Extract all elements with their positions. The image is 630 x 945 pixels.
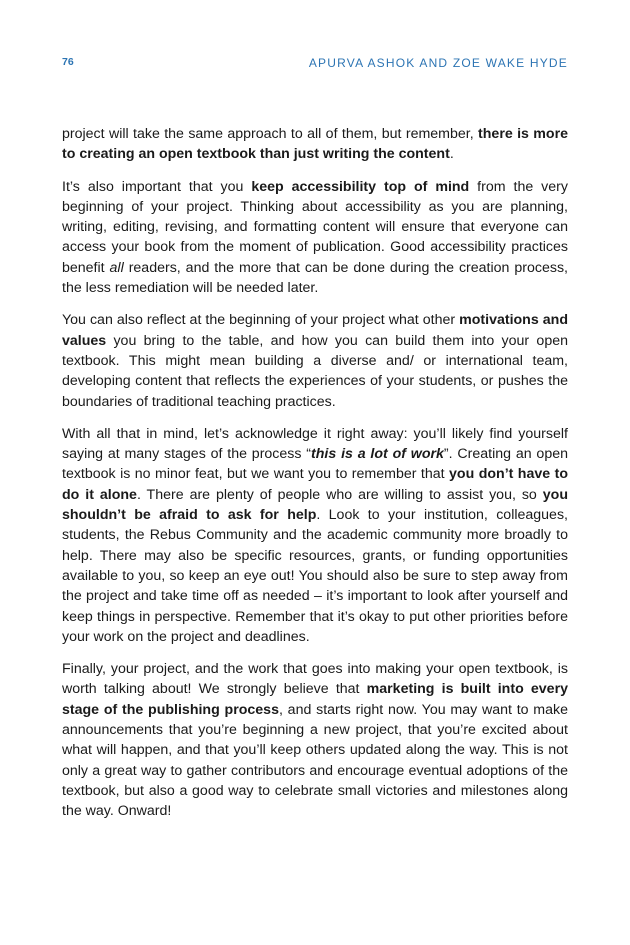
bold-italic-text: this is a lot of work [311,446,444,463]
bold-text: you don’t have to do it alone [62,466,568,503]
paragraph [62,310,568,411]
italic-text: all [109,259,124,276]
text-run: Finally, your project, and the work that goes into making your open textbook, is worth talking about! We strongly believe that [62,661,568,698]
text-run: With all that in mind, let’s acknowledge it right away: you’ll likely find yourself saying at many stages of the process “ [62,425,568,463]
bold-text: motivations and values [62,312,568,349]
text-run: . [449,146,454,163]
text-run: You can also reflect at the beginning of your project what other [62,312,460,329]
text-run: It’s also important that you [62,178,252,195]
paragraph [62,124,568,165]
body-text [62,124,568,834]
text-run: project will take the same approach to all of them, but remember, [62,126,479,142]
text-run: . Look to your institution, colleagues, students, the Rebus Community and the academic community more broadly to help. There may also be specific resources, grants, or funding opportunities available to you, so keep an eye out! You should also be sure to step away from the project and take time off as needed – it’s important to look after yourself and keep things in perspective. Remember that it’s okay to put other priorities before your work on the project and deadlines. [62,507,568,645]
page-header [62,56,568,72]
page-number: 76 [62,56,74,68]
paragraph [62,177,568,299]
bold-text: keep accessibility top of mind [251,178,470,195]
running-head: APURVA ASHOK AND ZOE WAKE HYDE [308,56,568,70]
text-run: . There are plenty of people who are willing to assist you, so [136,486,543,503]
paragraph [62,659,568,821]
text-run: , and starts right now. You may want to make announcements that you’re beginning a new project, that you’re excited about what will happen, and that you’ll keep others updated along the way. This is not only a great way to gather contributors and encourage eventual adoptions of the textbook, but also a good way to celebrate small victories and milestones along the way. Onward! [62,701,568,820]
text-run: readers, and the more that can be done during the creation process, the less remediation will be needed later. [62,259,568,297]
text-run: ”. Creating an open textbook is no minor feat, but we want you to remember that [62,446,568,483]
paragraph [62,424,568,647]
bold-text: there is more to creating an open textbook than just writing the content [62,126,568,163]
bold-text: you shouldn’t be afraid to ask for help [62,486,568,524]
text-run: from the very beginning of your project. Thinking about accessibility as you are planning, writing, editing, revising, and formatting content will ensure that everyone can access your book from the moment of publication. Good accessibility practices benefit [62,178,568,276]
bold-text: marketing is built into every stage of the publishing process [62,681,568,718]
text-run: you bring to the table, and how you can build them into your open textbook. This might mean building a diverse and/ or international team, developing content that reflects the experiences of your students, or pushes the boundaries of traditional teaching practices. [62,332,568,410]
